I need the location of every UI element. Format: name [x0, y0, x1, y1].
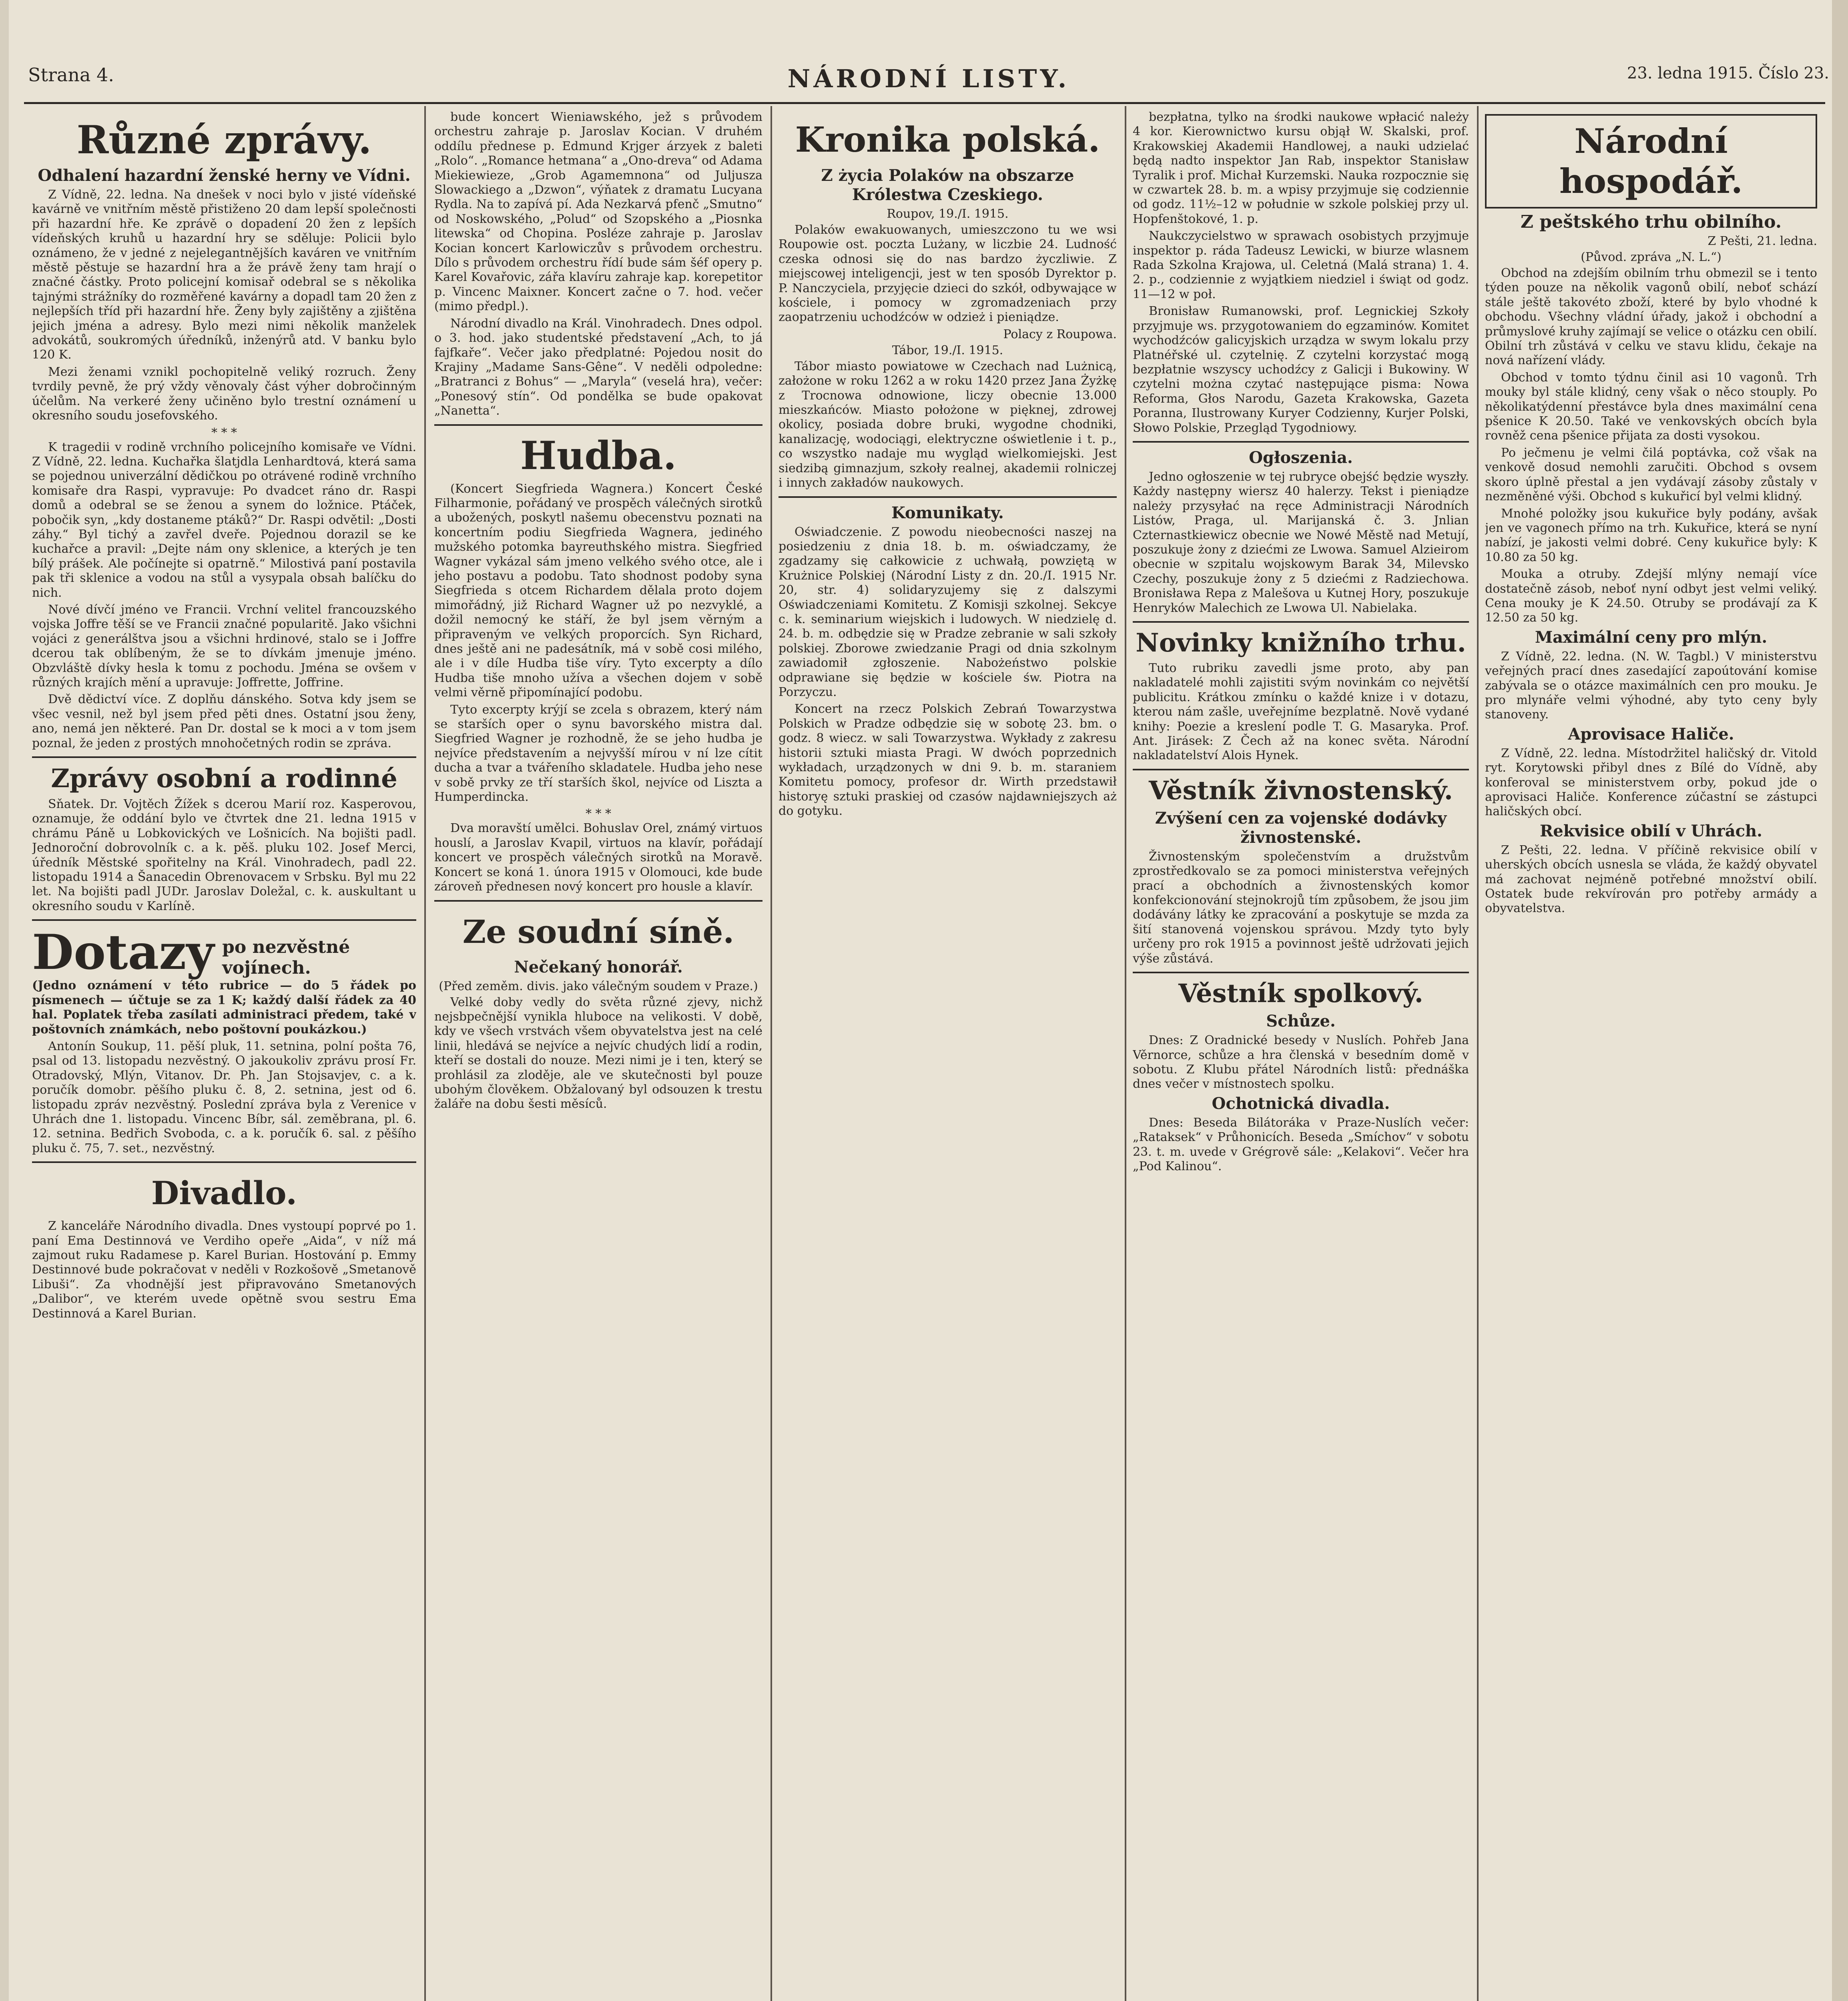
column-divider	[771, 106, 772, 2001]
article-paragraph: Z Vídně, 22. ledna. (N. W. Tagbl.) V ministerstvu veřejných prací dnes zasedající zapoútování komise zabývala se o otázce maximálních cen pro mouku. Je pro mlynáře velmi výhodné, aby tyto ceny byly stanoveny.	[1485, 649, 1817, 722]
article-paragraph: K tragedii v rodině vrchního policejního komisaře ve Vídni. Z Vídně, 22. ledna. Kuchařka šlatjdla Lenhardtová, která sama se pojednou univerzální dědičkou po otrávené rodině vrchního komisaře dra Raspi, vypravuje: Po dvadcet ráno dr. Raspi domů a odebral se se ženou a synem do ložnice. Ptáček, pobočik syn, „kdy dostaneme ptáků?“ Dr. Raspi odvětil: „Dosti záhy.“ Byl tichý a zavřel dveře. Pojednou dorazil se ke kuchařce a pravil: „Dejte nám ony sklenice, a kterých je ten bílý prášek. Ale počínejte si opatrně.“ Milostivá paní postavila pak tři sklenice a vodou na stůl a vysypala obsah balíčku do nich.	[32, 440, 416, 600]
dotazy-heading	[32, 924, 416, 981]
article-headline: Aprovisace Haliče.	[1568, 724, 1734, 744]
column-divider	[424, 106, 426, 2001]
article-headline: Z peštského trhu obilního.	[1520, 212, 1782, 232]
dateline: Roupov, 19./I. 1915.	[887, 207, 1009, 221]
article-paragraph: Obchod v tomto týdnu činil asi 10 vagonů. Trh mouky byl stále klidný, ceny však o něco stouply. Po několikatýdenní přestávce byla dnes maximální cena pšenice K 20.50. Také ve venkovských obcích byla rovněž cena pšenice přijata za dosti vysokou.	[1485, 370, 1817, 443]
section-rule	[1133, 769, 1469, 770]
section-title-ogloszenia: Ogłoszenia.	[1249, 448, 1353, 467]
article-headline: Ochotnická divadla.	[1212, 1094, 1390, 1113]
article-paragraph: bezpłatna, tylko na środki naukowe wpłacić należy 4 kor. Kierownictwo kursu objął W. Skalski, prof. Krakowskiej Akademii Handlowej, a nauki udzielać będą nadto inspektor Jan Rab, inspektor Stanisław Tyralik i prof. Michał Kurzemski. Nauka rozpocznie się w czwartek 28. b. m. a wpisy przyjmuje się codziennie od godz. 11½–12 w południe w szkole polskiej przy ul. Hopfenštokové, 1. p.	[1133, 110, 1469, 226]
article-paragraph: Z Vídně, 22. ledna. Na dnešek v noci bylo v jisté vídeňské kavárně ve vnitřním městě přistiženo 20 dam lepší společnosti při hazardní hře. Ke zprávě o dopadení 20 žen z lepších vídeňských kruhů u hazardní hry se sděluje: Policii bylo oznámeno, že v jedné z nejelegantnějších kaváren ve vnitřním městě pěstuje se hazardní hra a že právě ženy tam hrají o značné částky. Proto policejní komisař odebral se s několika tajnými strážníky do rozměřené kavárny a dopadl tam 20 žen z nejlepších tříd při hazardní hře. Ženy byly zajištěny a zjištěna jejich jména a adresy. Bylo mezi nimi několik manželek advokátů, soukromých úředníků, inženýrů atd. V banku bylo 120 K.	[32, 188, 416, 362]
article-paragraph: Obchod na zdejším obilním trhu obmezil se i tento týden pouze na několik vagonů obilí, neboť schází stále ještě takovéto zboží, které by bylo vhodné k obchodu. Všechny vládní úřady, jakož i obchodní a průmyslové kruhy zajímají se velice o otázku cen obilí. Obilní trh zůstává v celku ve stavu klidu, čekaje na nová nařízení vlády.	[1485, 266, 1817, 368]
section-title-soudni: Ze soudní síně.	[462, 912, 734, 950]
article-paragraph: Po ječmenu je velmi čilá poptávka, což však na venkově dosud nemohli zaručiti. Obchod s ovsem skoro úplně přestal a jen vydávají zásoby zůstaly v nezměněné výši. Obchod s kukuřicí byl velmi klidný.	[1485, 445, 1817, 504]
newspaper-title: NÁRODNÍ LISTY.	[787, 64, 1070, 93]
article-paragraph: Mouka a otruby. Zdejší mlýny nemají více dostatečně zásob, neboť nyní odbyt jest velmi veliký. Cena mouky je K 24.50. Otruby se prodávají za K 12.50 za 50 kg.	[1485, 567, 1817, 625]
column-2	[434, 110, 762, 2001]
section-title-ruzne: Různé zprávy.	[76, 117, 372, 162]
section-rule	[434, 424, 762, 426]
section-rule	[32, 919, 416, 921]
article-paragraph: Sňatek. Dr. Vojtěch Žížek s dcerou Marií roz. Kasperovou, oznamuje, že oddání bylo ve čtvrtek dne 21. ledna 1915 v chrámu Páně u Lobkovických ve Lošnicích. Na bojišti padl. Jednoroční dobrovolník c. a k. pěš. pluku 102. Josef Merci, úředník Městské spořitelny na Král. Vinohradech, padl 22. listopadu 1914 a Šanacedin Obrenovacem v Srbsku. Byl mu 22 let. Na bojišti padl JUDr. Jaroslav Doležal, c. k. auskultant u okresního soudu v Karlíně.	[32, 797, 416, 913]
column-1	[32, 110, 416, 2001]
article-headline: Zvýšení cen za vojenské dodávky živnostenské.	[1155, 808, 1447, 847]
article-paragraph: Dnes: Z Oradnické besedy v Nuslích. Pohřeb Jana Věrnorce, schůze a hra členská v besedním domě v sobotu. Z Klubu přátel Národních listů: přednáška dnes večer v místnostech spolku.	[1133, 1033, 1469, 1091]
article-paragraph: Tuto rubriku zavedli jsme proto, aby pan nakladatelé mohli zajistiti svým novinkám co největší publicitu. Krátkou zmínku o každé knize i v dotazu, kterou nám zašle, uveřejníme bezplatně. Nově vydané knihy: Poezie a kreslení podle T. G. Masaryka. Prof. Ant. Jirásek: Z Čech až na konec světa. Národní nakladatelství Alois Hynek.	[1133, 661, 1469, 763]
section-title-kronika: Kronika polská.	[795, 120, 1100, 160]
article-paragraph: Z Vídně, 22. ledna. Místodržitel haličský dr. Vitold ryt. Korytowski přibyl dnes z Bílé do Vídně, aby konferoval se ministerstvem orby, pokud jde o aprovisaci Haliče. Konference zúčastní se zástupci haličských obcí.	[1485, 746, 1817, 819]
section-rule	[1133, 621, 1469, 623]
column-3	[779, 110, 1117, 2001]
article-paragraph: bude koncert Wieniawského, jež s průvodem orchestru zahraje p. Jaroslav Kocian. V druhém oddílu přednese p. Edmund Krjger árzyek z baleti „Rolo“. „Romance hetmana“ a „Ono-dreva“ od Adama Miekiewieze, „Grob Agamemnona“ od Juljusza Slowackiego a „Dzwon“, výňatek z dramatu Lucyana Rydla. Na to zapívá pí. Ada Nezkarvá pfenč „Smutno“ od Noskowského, „Polud“ od Szopského a „Piosnka litewska“ od Chopina. Posléze zahraje p. Jaroslav Kocian koncert Karlowiczův s průvodem orchestru. Dílo s průvodem orchestru řídí bude sám šéf opery p. Karel Kovařovic, zářa klavíru zahraje kap. korepetitor p. Vincenc Maixner. Koncert začne o 7. hod. večer (mimo předpl.).	[434, 110, 762, 314]
article-paragraph: (Koncert Siegfrieda Wagnera.) Koncert České Filharmonie, pořádaný ve prospěch válečných sirotků a ubožených, poskytl našemu obecenstvu poznati na koncertním podiu Siegfrieda Wagnera, jediného mužského potomka bayreuthského mistra. Siegfried Wagner vykázal sám jmeno velkého svého otce, ale i jeho postavu a podobu. Tato shodnost podoby syna Siegfrieda s otcem Richardem dělala proto dojem mimořádný, již Richard Wagner už po nezvyklé, a dožil nemocný ke stáří, že byl jsem věrným a připraveným ve velkých proporcích. Syn Richard, dnes ještě ani ne padesátník, má v sobě cosi milého, ale i v díle Hudba tiše víry. Tyto excerpty a dílo Hudba tiše mnoho užíva a všechen dojem v sobě velmi věrně připomínající podobu.	[434, 481, 762, 700]
article-paragraph: Živnostenským společenstvím a družstvům zprostředkovalo se za pomoci ministerstva veřejných prací a obchodních a živnostenských komor konfekcionování stejnokrojů tím způsobem, že jsou jim dodávány látky ke zpracování a poskytuje se mzda za šití stanovená vojenskou správou. Mzdy tyto byly určeny pro rok 1915 a povinnost ještě udržovati jejich výše zůstává.	[1133, 849, 1469, 966]
article-paragraph: Z kanceláře Národního divadla. Dnes vystoupí poprvé po 1. paní Ema Destinnová ve Verdiho opeře „Aida“, v níž má zajmout ruku Radamese p. Karel Burian. Hostování p. Emmy Destinnové bude pokračovat v neděli v Rozkošově „Smetanově Libuši“. Za vhodnější jest připravováno Smetanových „Dalibor“, ve kterém uvede opětně svou sestru Ema Destinnová a Karel Burian.	[32, 1219, 416, 1321]
section-title-box	[1485, 114, 1817, 209]
article-paragraph: Dnes: Beseda Bilátoráka v Praze-Nuslích večer: „Rataksek“ v Průhonicích. Beseda „Smíchov“ v sobotu 23. t. m. uvede v Grégrově sále: „Kelakovi“. Večer hra „Pod Kalinou“.	[1133, 1115, 1469, 1173]
section-title-hospodar: Národní hospodář.	[1559, 121, 1743, 201]
article-paragraph: Koncert na rzecz Polskich Zebrań Towarzystwa Polskich w Pradze odbędzie się w sobotę 23. bm. o godz. 8 wiecz. w sali Towarzystwa. Wykłady z zakresu historii sztuki miasta Pragi. W dwóch poprzednich wykładach, urządzonych w dni 9. b. m. staraniem Komitetu pomocy, profesor dr. Wirth przedstawił historyę sztuki praskiej od czasów najdawniejszych aż do gotyku.	[779, 702, 1117, 818]
signature: Polacy z Roupowa.	[1003, 327, 1117, 341]
article-paragraph: Jedno ogłoszenie w tej rubryce obejść będzie wyszły. Każdy następny wiersz 40 halerzy. Tekst i pieniądze należy przysyłać na ręce Administracji Národních Listów, Praga, ul. Marijanská č. 3. Jnlian Czternastkiewicz obecnie we Nowé Městě nad Metují, poszukuje żony z dziećmi ze Lwowa. Samuel Alzieirom obecnie w szpitalu wojskowym Barak 34, Milevsko Czechy, poszukuje żony z 5 dziećmi z Radziechowa. Bronisława Repa z Malešova u Kutnej Hory, poszukuje Henryków Malechich ze Lwowa Ul. Nabielaka.	[1133, 469, 1469, 615]
article-paragraph: Mnohé položky jsou kukuřice byly podány, avšak jen ve vagonech přímo na trh. Kukuřice, která se nyní nabízí, je jakosti velmi dobré. Ceny kukuřice byly: K 10.80 za 50 kg.	[1485, 506, 1817, 564]
section-rule	[1133, 972, 1469, 973]
article-paragraph: Polaków ewakuowanych, umieszczono tu we wsi Roupowie ost. poczta Lużany, w liczbie 24. Ludność czeska odnosi się do nas bardzo życzliwie. Z miejscowej inteligencji, jest w ten sposób Dyrektor p. P. Nanczyciela, przyjęcie dzieci do szkół, odbywające w kościele, i pomocy w zgromadzeniach przy zaopatrzeniu uchodźców w odzież i pieniądze.	[779, 223, 1117, 325]
article-paragraph: Antonín Soukup, 11. pěší pluk, 11. setnina, polní pošta 76, psal od 13. listopadu nezvěstný. O jakoukoliv zprávu prosí Fr. Otradovský, Mlýn, Vitanov. Dr. Ph. Jan Stojsavjev, c. a k. poručík domobr. pěšího pluku č. 8, 2. setnina, jest od 6. listopadu zpráv nezvěstný. Poslední zpráva byla z Verenice v Uhrách dne 1. listopadu. Vincenc Bíbr, sál. zeměbrana, pl. 6. 12. setnina. Bedřich Svoboda, c. a k. poručík 6. sal. z pěšího pluku č. 75, 7. set., nezvěstný.	[32, 1039, 416, 1155]
article-paragraph: Z Pešti, 22. ledna. V příčině rekvisice obilí v uherských obcích usnesla se vláda, že každý obyvatel má zachovat nejméně potřebné množství obilí. Ostatek bude rekvírován pro potřeby armády a obyvatelstva.	[1485, 843, 1817, 916]
article-intro: (Před zeměm. divis. jako válečným soudem v Praze.)	[439, 979, 758, 993]
section-title-vestnik-zivn: Věstník živnostenský.	[1149, 775, 1453, 806]
masthead	[28, 64, 1829, 100]
source-note: (Původ. zpráva „N. L.“)	[1581, 250, 1722, 264]
section-rule	[779, 496, 1117, 498]
column-4	[1133, 110, 1469, 2001]
article-headline: Rekvisice obilí v Uhrách.	[1540, 821, 1762, 840]
article-paragraph: Dva moravští umělci. Bohuslav Orel, známý virtuos houslí, a Jaroslav Kvapil, virtuos na klavír, pořádají koncert ve prospěch válečných sirotků na Moravě. Koncert se koná 1. února 1915 v Olomouci, kde bude zároveň přednesen nový koncert pro housle a klavír.	[434, 821, 762, 894]
article-paragraph: Dvě dědictví více. Z doplňu dánského. Sotva kdy jsem se všec vesnil, než byl jsem před pěti dnes. Ostatní jsou ženy, ano, nemá jen některé. Pan Dr. dostal se k moci a v tom jsem poznal, že jeden z prostých mnohočetných rodin se zpráva.	[32, 692, 416, 750]
separator: * * *	[585, 807, 612, 821]
masthead-rule	[24, 102, 1825, 104]
section-rule	[32, 1161, 416, 1163]
section-title-dotazy: Dotazy	[32, 924, 215, 981]
dotazy-intro: (Jedno oznámení v této rubrice — do 5 řádek po písmenech — účtuje se za 1 K; každý další řádek za 40 hal. Poplatek třeba zasílati administraci předem, také v poštovních známkách, nebo poštovní poukázkou.)	[32, 978, 416, 1037]
article-paragraph: Tábor miasto powiatowe w Czechach nad Lużnicą, założone w roku 1262 a w roku 1420 przez Jana Żyżkę z Trocnowa odnowione, liczy obecnie 13.000 mieszkańców. Miasto położone w pięknej, zdrowej okolicy, posiada dobre bruki, wygodne chodniki, kanalizację, wodociągi, elektryczne oświetlenie i t. p., co wszystko nadaje mu wygląd wielkomiejski. Jest siedzibą gimnazjum, szkoły realnej, akademii rolniczej i innych zakładów naukowych.	[779, 359, 1117, 490]
page-right-edge	[1832, 0, 1848, 2001]
article-paragraph: Nové dívčí jméno ve Francii. Vrchní velitel francouzského vojska Joffre těší se ve Francii značné popularitě. Jako všichni vojáci z generálštva jsou a všichni hrdinové, stalo se i Joffre dcerou tak oblíbeným, že se to dívkám jmenuje jméno. Obzvláště dívky hesla k tomu z pochodu. Jména se ovšem v různých krajích mění a upravuje: Joffrette, Joffrine.	[32, 602, 416, 690]
section-title-divadlo: Divadlo.	[151, 1174, 297, 1212]
dateline: Tábor, 19./I. 1915.	[892, 343, 1003, 357]
section-title-osobni: Zprávy osobní a rodinné	[51, 764, 397, 794]
section-rule	[32, 756, 416, 758]
dotazy-subtitle: po nezvěstné vojínech.	[222, 937, 350, 978]
section-title-vestnik-spolk: Věstník spolkový.	[1178, 978, 1423, 1009]
separator: * * *	[211, 425, 237, 440]
section-title-komunikaty: Komunikaty.	[891, 503, 1004, 522]
article-paragraph: Naukczycielstwo w sprawach osobistych przyjmuje inspektor p. ráda Tadeusz Lewicki, w biurze wlasnem Rada Szkolna Krajowa, ul. Celetná (Malá strana) 1. 4. 2. p., codziennie z wyjątkiem niedziel i świąt od godz. 11—12 w poł.	[1133, 229, 1469, 301]
section-rule	[434, 900, 762, 902]
section-title-hudba: Hudba.	[520, 433, 677, 478]
article-headline: Schůze.	[1266, 1012, 1336, 1031]
article-paragraph: Bronisław Rumanowski, prof. Legnickiej Szkoły przyjmuje ws. przygotowaniem do egzaminów. Komitet wychodźców galicyjskich urządza w swym lokalu przy Platnéřské ul. czytelnię. Z czytelni korzystać mogą bezpłatnie wszyscy uchodźcy z Galicji i Bukowiny. W czytelni można czytać następujące pisma: Nowa Reforma, Głos Narodu, Gazeta Krakowska, Gazeta Poranna, Ilustrowany Kuryer Codzienny, Kurjer Polski, Słowo Polskie, Przegląd Tygodniowy.	[1133, 304, 1469, 435]
article-paragraph: Velké doby vedly do světa různé zjevy, nichž nejsbpečnější vynikla hluboce na velikosti. V době, kdy ve všech vrstvách všem obyvatelstva jest na celé linii, hledává se nejvíce a nejvíc chudých lidí a rodin, kteří se dostali do nouze. Mezi nimi je i ten, který se prohlásil za zloděje, ale ve skutečnosti byl pouze ubohým člověkem. Obžalovaný byl odsouzen k trestu žaláře na dobu šesti měsíců.	[434, 995, 762, 1111]
column-5	[1485, 110, 1817, 2001]
article-paragraph: Národní divadlo na Král. Vinohradech. Dnes odpol. o 3. hod. jako studentské představení „Ach, to já fajfkaře“. Večer jako předplatné: Pojedou nosit do Krajiny „Madame Sans-Gêne“. V neděli odpoledne: „Bratranci z Bohus“ — „Maryla“ (veselá hra), večer: „Ponesový stín“. Od pondělka se bude opakovat „Nanetta“.	[434, 316, 762, 418]
issue-date: 23. ledna 1915. Číslo 23.	[1627, 64, 1829, 82]
article-paragraph: Tyto excerpty krýjí se zcela s obrazem, který nám se starších oper o synu bavorského mistra dal. Siegfried Wagner je rozhodně, že se jeho hudba je nejvíce představením a nejvyšší mírou v ní lze cítit ducha a tvar a tvářeního skladatele. Hudba jeho nese v sobě prvky ze tří starších škol, nejvíce od Liszta a Humperdincka.	[434, 702, 762, 804]
page-left-edge	[0, 0, 9, 2001]
article-paragraph: Mezi ženami vznikl pochopitelně veliký rozruch. Ženy tvrdily pevně, že prý vždy věnovaly část výher dobročinným účelům. Na verkeré ženy učiněno bylo trestní oznámení u okresního soudu josefovského.	[32, 365, 416, 423]
article-headline: Z życia Polaków na obszarze Królestwa Czeskiego.	[821, 166, 1074, 204]
article-headline: Maximální ceny pro mlýn.	[1535, 628, 1768, 647]
article-headline: Nečekaný honorář.	[514, 957, 683, 976]
column-divider	[1477, 106, 1479, 2001]
article-headline: Odhalení hazardní ženské herny ve Vídni.	[38, 166, 411, 185]
column-divider	[1125, 106, 1126, 2001]
section-rule	[1133, 441, 1469, 443]
article-paragraph: Oświadczenie. Z powodu nieobecności naszej na posiedzeniu z dnia 18. b. m. oświadczamy, że zgadzamy się całkowicie z uchwałą, powziętą w Krużnice Polskiej (Národní Listy z dn. 20./I. 1915 Nr. 20, str. 4) solidaryzujemy się z dalszymi Oświadczeniami Komitetu. Z Komisji szkolnej. Sekcye c. k. seminarium wiejskich i ludowych. W niedzielę d. 24. b. m. odbędzie się w Pradze zebranie w sali szkoły polskiej. Zborowe zwiedzanie Pragi od dnia szkolnym zawiadomił zgłoszenie. Nabożeństwo polskie odprawiane się będzie w kościele św. Piotra na Porzyczu.	[779, 525, 1117, 699]
section-title-novinky: Novinky knižního trhu.	[1136, 628, 1466, 658]
dateline: Z Pešti, 21. ledna.	[1708, 234, 1817, 248]
page-number: Strana 4.	[28, 64, 114, 86]
